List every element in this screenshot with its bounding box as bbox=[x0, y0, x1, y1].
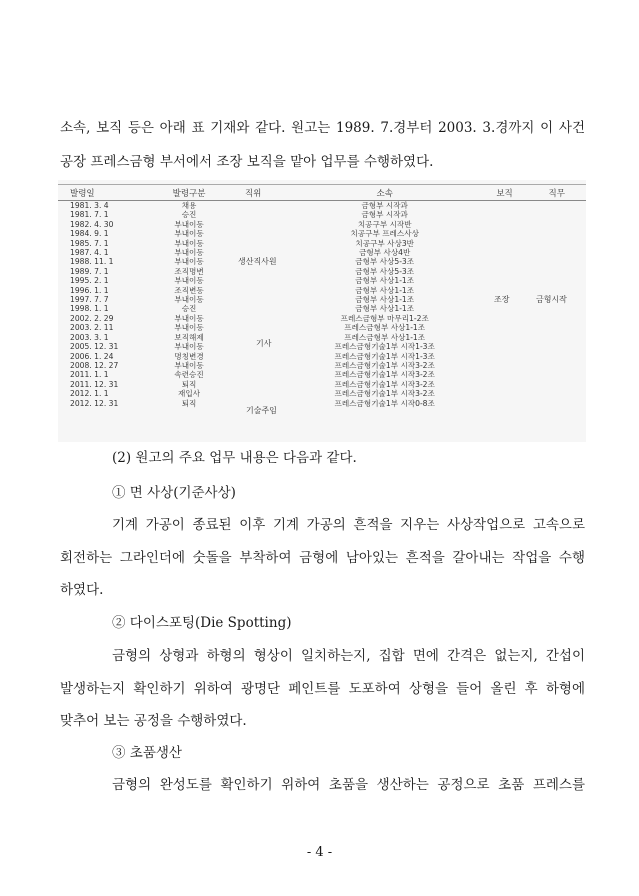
table-row bbox=[58, 276, 586, 285]
row-duty bbox=[527, 239, 586, 248]
row-type: 부내이동 bbox=[174, 219, 204, 229]
subheading: ② 다이스포팅(Die Spotting) bbox=[112, 615, 292, 631]
table-row bbox=[58, 220, 586, 229]
table-row bbox=[58, 361, 586, 370]
header-type: 발령구분 bbox=[160, 185, 219, 201]
row-rank bbox=[482, 248, 528, 257]
row-department: 치공구부 프레스사상 bbox=[350, 229, 419, 239]
row-rank bbox=[482, 342, 528, 351]
table-row bbox=[58, 333, 586, 342]
row-date: 1984. 9. 1 bbox=[70, 229, 109, 239]
row-position bbox=[219, 323, 288, 332]
row-department: 금형부 사상1-1조 bbox=[355, 304, 415, 314]
row-duty bbox=[527, 361, 586, 370]
table-row bbox=[58, 210, 586, 219]
row-type: 부내이동 bbox=[174, 360, 204, 370]
row-department: 금형부 사상1-1조 bbox=[355, 295, 415, 305]
row-date: 1989. 7. 1 bbox=[70, 266, 109, 276]
row-duty bbox=[527, 248, 586, 257]
row-type: 부내이동 bbox=[174, 295, 204, 305]
section-heading: (2) 원고의 주요 업무 내용은 다음과 같다. bbox=[112, 450, 357, 466]
row-department: 프레스금형기술1부 시작3-2조 bbox=[334, 370, 435, 380]
row-department: 프레스금형기술1부 시작3-2조 bbox=[334, 360, 435, 370]
row-rank bbox=[482, 210, 528, 219]
row-department: 프레스금형부 사상1-1조 bbox=[344, 323, 426, 333]
table-row bbox=[58, 239, 586, 248]
row-department: 치공구부 시작반 bbox=[357, 219, 412, 229]
row-date: 1996. 1. 1 bbox=[70, 285, 109, 295]
row-type: 부내이동 bbox=[174, 323, 204, 333]
row-date: 1998. 1. 1 bbox=[70, 304, 109, 314]
row-duty bbox=[527, 267, 586, 276]
row-position bbox=[219, 295, 288, 304]
row-position bbox=[219, 342, 288, 351]
row-date: 1981. 7. 1 bbox=[70, 210, 109, 220]
row-department: 금형부 사상5-3조 bbox=[355, 266, 415, 276]
row-type: 부내이동 bbox=[174, 248, 204, 258]
row-type: 부내이동 bbox=[174, 257, 204, 267]
row-date: 2011. 1. 1 bbox=[70, 370, 109, 380]
row-duty bbox=[527, 210, 586, 219]
paragraph-line: 소속, 보직 등은 아래 표 기재와 같다. 원고는 1989. 7.경부터 2003. 3.경까지 이 사건 bbox=[60, 120, 585, 136]
row-type: 속련승진 bbox=[174, 370, 204, 380]
row-department: 프레스금형기술1부 시작1-3조 bbox=[334, 351, 435, 361]
position-group-label: 생산직사원 bbox=[238, 257, 277, 266]
row-type: 승진 bbox=[181, 210, 197, 220]
table-header-row bbox=[58, 185, 586, 201]
row-rank bbox=[482, 399, 528, 408]
row-position bbox=[219, 220, 288, 229]
table-row bbox=[58, 304, 586, 313]
row-date: 1987. 4. 1 bbox=[70, 248, 109, 258]
row-date: 2005. 12. 31 bbox=[70, 342, 119, 352]
row-date: 1995. 2. 1 bbox=[70, 276, 109, 286]
row-date: 1982. 4. 30 bbox=[70, 219, 114, 229]
row-duty bbox=[527, 229, 586, 238]
paragraph-line: 금형의 완성도를 확인하기 위하여 초품을 생산하는 공정으로 초품 프레스를 bbox=[112, 777, 585, 793]
paragraph-line: 공장 프레스금형 부서에서 조장 보직을 맡아 업무를 수행하였다. bbox=[60, 154, 434, 170]
row-department: 프레스금형기술1부 시작0-8조 bbox=[334, 398, 435, 408]
row-type: 부내이동 bbox=[174, 238, 204, 248]
row-position bbox=[219, 361, 288, 370]
row-type: 재입사 bbox=[178, 389, 201, 399]
header-rank: 보직 bbox=[482, 185, 528, 201]
table-row bbox=[58, 370, 586, 379]
table-row bbox=[58, 257, 586, 266]
row-duty bbox=[527, 380, 586, 389]
row-position bbox=[219, 370, 288, 379]
table-row bbox=[58, 229, 586, 238]
row-duty bbox=[527, 304, 586, 313]
row-date: 2012. 1. 1 bbox=[70, 389, 109, 399]
row-date: 2002. 2. 29 bbox=[70, 313, 114, 323]
row-type: 부내이동 bbox=[174, 313, 204, 323]
table-row bbox=[58, 399, 586, 408]
row-date: 2003. 2. 11 bbox=[70, 323, 114, 333]
row-position bbox=[219, 229, 288, 238]
position-group-label: 기술주임 bbox=[246, 406, 277, 415]
subheading: ③ 초품생산 bbox=[112, 745, 182, 761]
row-position bbox=[219, 210, 288, 219]
row-department: 금형부 시작과 bbox=[361, 210, 408, 220]
paragraph-line: 기계 가공이 종료된 이후 기계 가공의 흔적을 지우는 사상작업으로 고속으로 bbox=[112, 517, 585, 533]
row-date: 2011. 12. 31 bbox=[70, 379, 119, 389]
row-date: 1988. 11. 1 bbox=[70, 257, 114, 267]
table-row bbox=[58, 323, 586, 332]
table-row bbox=[58, 389, 586, 398]
row-type: 부내이동 bbox=[174, 342, 204, 352]
row-rank bbox=[482, 352, 528, 361]
row-position bbox=[219, 333, 288, 342]
row-position bbox=[219, 389, 288, 398]
row-rank bbox=[482, 239, 528, 248]
row-type: 퇴직 bbox=[181, 379, 197, 389]
row-rank bbox=[482, 257, 528, 266]
row-department: 치공구부 사상3반 bbox=[355, 238, 414, 248]
row-rank bbox=[482, 389, 528, 398]
row-type: 부내이동 bbox=[174, 229, 204, 239]
row-rank bbox=[482, 220, 528, 229]
row-department: 금형부 사상4반 bbox=[359, 248, 411, 258]
paragraph-line: 맞추어 보는 공정을 수행하였다. bbox=[60, 713, 247, 729]
table-row bbox=[58, 201, 586, 211]
row-rank bbox=[482, 276, 528, 285]
row-date: 1981. 3. 4 bbox=[70, 201, 109, 210]
row-duty bbox=[527, 389, 586, 398]
row-duty bbox=[527, 257, 586, 266]
row-type: 보직해제 bbox=[174, 332, 204, 342]
row-position bbox=[219, 380, 288, 389]
row-department: 프레스금형부 사상1-1조 bbox=[344, 332, 426, 342]
row-type: 조직명변 bbox=[174, 266, 204, 276]
row-position bbox=[219, 314, 288, 323]
row-rank bbox=[482, 323, 528, 332]
row-rank bbox=[482, 333, 528, 342]
table-row bbox=[58, 380, 586, 389]
row-department: 프레스금형부 마무리1-2조 bbox=[340, 313, 429, 323]
row-rank bbox=[482, 361, 528, 370]
subheading: ① 면 사상(기준사상) bbox=[112, 485, 236, 501]
row-rank bbox=[482, 380, 528, 389]
row-date: 2008. 12. 27 bbox=[70, 360, 119, 370]
row-department: 금형부 시작과 bbox=[361, 201, 408, 210]
rank-label: 조장 bbox=[494, 295, 510, 304]
scanned-table-image bbox=[58, 180, 586, 442]
row-duty bbox=[527, 352, 586, 361]
row-type: 부내이동 bbox=[174, 276, 204, 286]
row-department: 프레스금형기술1부 시작3-2조 bbox=[334, 389, 435, 399]
row-type: 채용 bbox=[181, 201, 197, 210]
row-duty bbox=[527, 399, 586, 408]
paragraph-line: 금형의 상형과 하형의 형상이 일치하는지, 집합 면에 간격은 없는지, 간섭이 bbox=[112, 648, 585, 664]
row-department: 금형부 사상5-3조 bbox=[355, 257, 415, 267]
position-group-label: 기사 bbox=[256, 339, 272, 348]
row-position bbox=[219, 201, 288, 211]
paragraph-line: 하였다. bbox=[60, 582, 104, 598]
header-date: 발령일 bbox=[58, 185, 160, 201]
header-department: 소속 bbox=[288, 185, 482, 201]
row-rank bbox=[482, 370, 528, 379]
row-position bbox=[219, 276, 288, 285]
row-duty bbox=[527, 370, 586, 379]
row-date: 2012. 12. 31 bbox=[70, 398, 119, 408]
table-row bbox=[58, 267, 586, 276]
row-date: 1985. 7. 1 bbox=[70, 238, 109, 248]
row-duty bbox=[527, 201, 586, 211]
row-duty bbox=[527, 220, 586, 229]
header-position: 직위 bbox=[219, 185, 288, 201]
row-rank bbox=[482, 304, 528, 313]
row-type: 조직변동 bbox=[174, 285, 204, 295]
duty-label: 금형시작 bbox=[536, 295, 567, 304]
row-duty bbox=[527, 314, 586, 323]
row-rank bbox=[482, 267, 528, 276]
row-duty bbox=[527, 333, 586, 342]
row-date: 2006. 1. 24 bbox=[70, 351, 114, 361]
row-date: 2003. 3. 1 bbox=[70, 332, 109, 342]
table-row bbox=[58, 342, 586, 351]
row-position bbox=[219, 286, 288, 295]
paragraph-line: 회전하는 그라인더에 숫돌을 부착하여 금형에 남아있는 흔적을 갈아내는 작업을 수행 bbox=[60, 550, 585, 566]
row-department: 프레스금형기술1부 시작3-2조 bbox=[334, 379, 435, 389]
row-type: 승진 bbox=[181, 304, 197, 314]
row-duty bbox=[527, 276, 586, 285]
row-department: 금형부 사상1-1조 bbox=[355, 285, 415, 295]
row-rank bbox=[482, 314, 528, 323]
row-type: 퇴직 bbox=[181, 398, 197, 408]
header-duty: 직무 bbox=[527, 185, 586, 201]
row-duty bbox=[527, 323, 586, 332]
row-department: 프레스금형기술1부 시작1-3조 bbox=[334, 342, 435, 352]
row-type: 명칭변경 bbox=[174, 351, 204, 361]
row-position bbox=[219, 267, 288, 276]
table-row bbox=[58, 248, 586, 257]
row-rank bbox=[482, 201, 528, 211]
page-number: - 4 - bbox=[306, 845, 333, 860]
table-row bbox=[58, 314, 586, 323]
row-position bbox=[219, 352, 288, 361]
row-department: 금형부 사상1-1조 bbox=[355, 276, 415, 286]
table-row bbox=[58, 352, 586, 361]
row-rank bbox=[482, 229, 528, 238]
row-duty bbox=[527, 342, 586, 351]
row-position bbox=[219, 239, 288, 248]
row-position bbox=[219, 304, 288, 313]
row-date: 1997. 7. 7 bbox=[70, 295, 109, 305]
paragraph-line: 발생하는지 확인하기 위하여 광명단 페인트를 도포하여 상형을 들어 올린 후 하형에 bbox=[60, 681, 585, 697]
